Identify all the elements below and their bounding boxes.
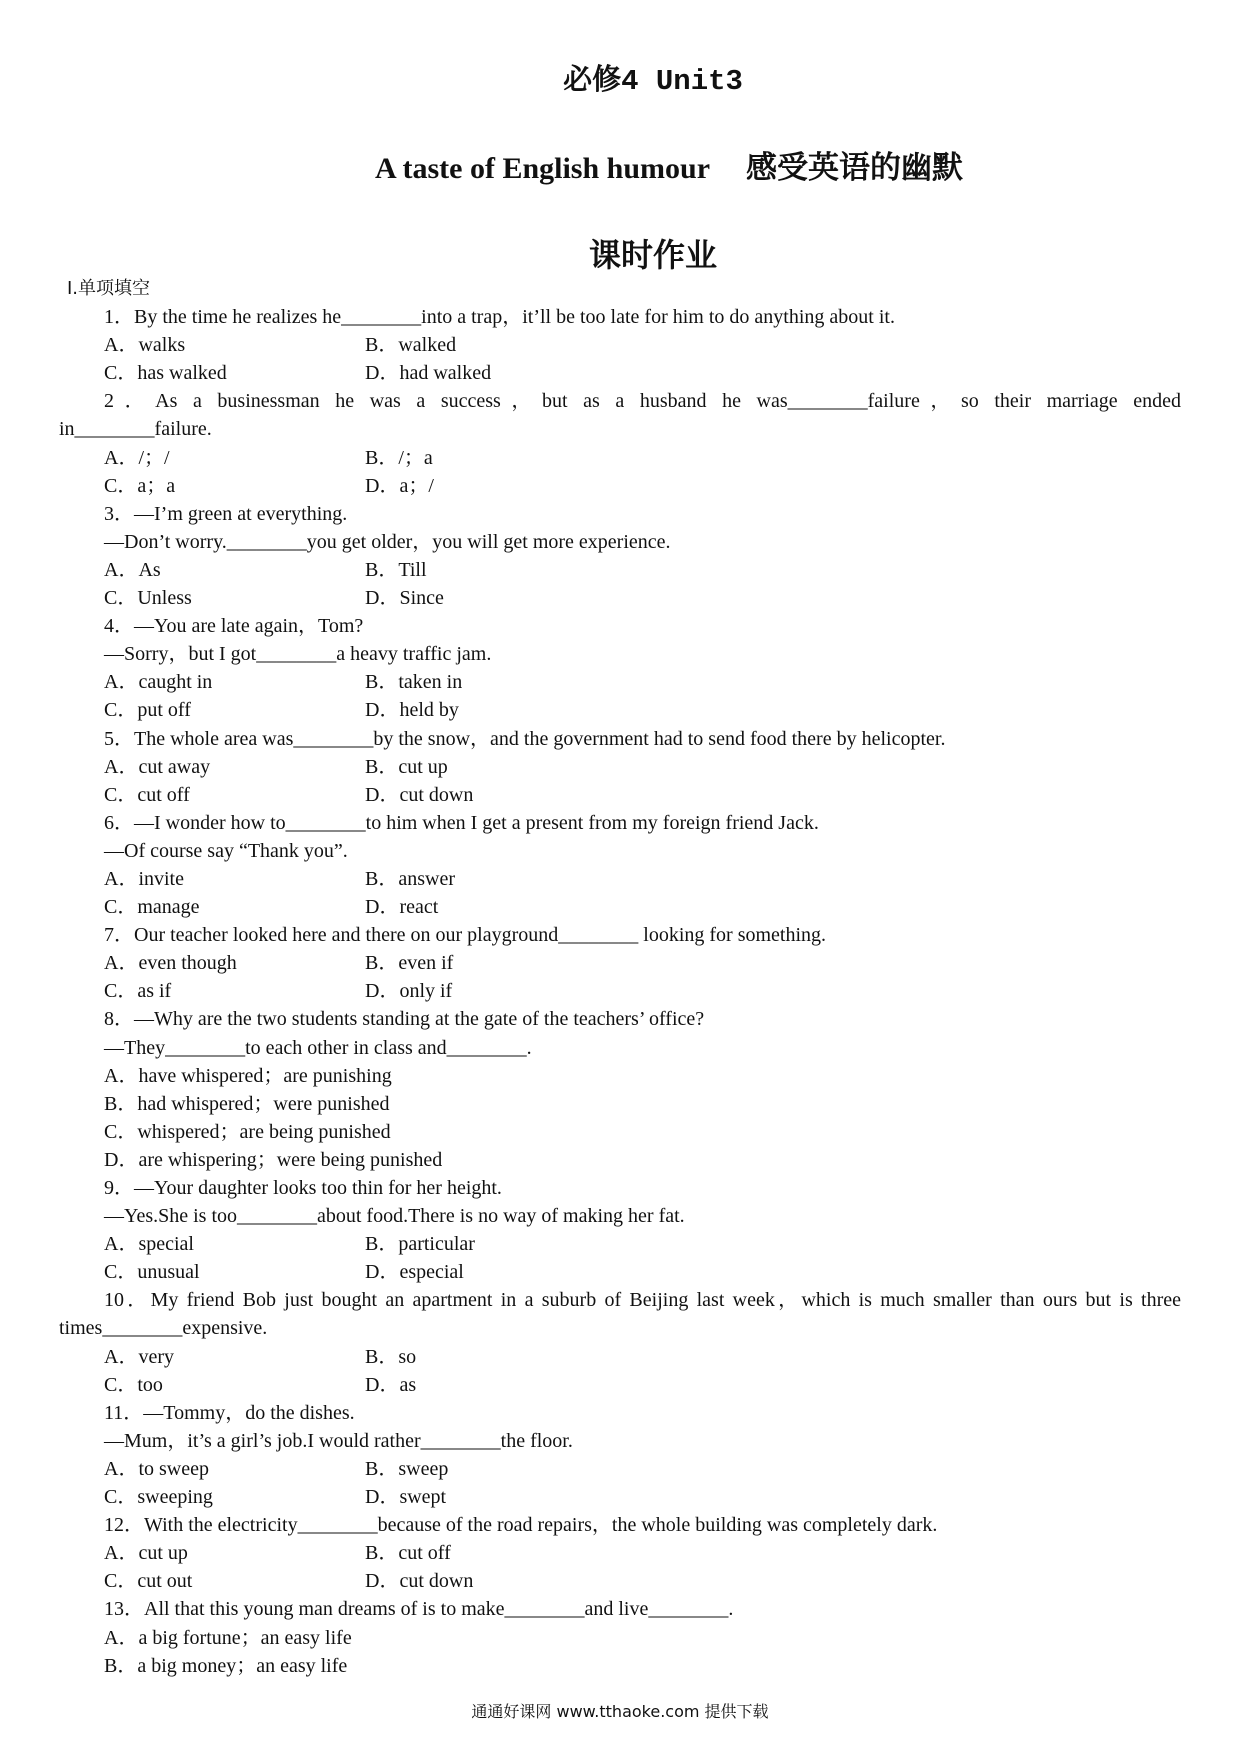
exercise-section bbox=[59, 275, 1181, 1680]
dialogue-line: —Yes.She is too________about food.There is no way of making her fat. bbox=[104, 1205, 685, 1228]
option-row bbox=[59, 1230, 1181, 1258]
option-c: C．whispered；are being punished bbox=[104, 1120, 391, 1143]
option-c: C．too bbox=[104, 1373, 163, 1396]
question-4 bbox=[59, 612, 1181, 724]
option-a: A．cut up bbox=[104, 1542, 188, 1565]
option-a: A．to sweep bbox=[104, 1457, 209, 1480]
option-row bbox=[59, 1062, 1181, 1090]
subtitle-english: A taste of English humour bbox=[374, 152, 711, 185]
option-row bbox=[59, 781, 1181, 809]
question-12 bbox=[59, 1511, 1181, 1595]
question-stem: 2．As a businessman he was a success，but as a husband he was________failure，so their marriage ended bbox=[104, 390, 1181, 413]
page-title: 必修4 Unit3 bbox=[563, 65, 743, 98]
option-row bbox=[59, 1090, 1181, 1118]
option-b: B．cut up bbox=[365, 755, 448, 778]
question-list bbox=[59, 303, 1181, 1680]
option-b: B．Till bbox=[365, 558, 427, 581]
option-row bbox=[59, 584, 1181, 612]
question-5 bbox=[59, 725, 1181, 809]
option-row bbox=[59, 696, 1181, 724]
option-d: D．especial bbox=[365, 1261, 464, 1284]
option-b: B．a big money；an easy life bbox=[104, 1654, 348, 1677]
option-row bbox=[59, 444, 1181, 472]
option-a: A．walks bbox=[104, 334, 186, 357]
footer: 通通好课网 www.tthaoke.com 提供下载 bbox=[471, 1702, 769, 1721]
question-1 bbox=[59, 303, 1181, 387]
option-d: D．react bbox=[365, 896, 439, 919]
question-stem: 6．—I wonder how to________to him when I get a present from my foreign friend Jack. bbox=[104, 811, 819, 834]
question-stem: 1．By the time he realizes he________into a trap，it’ll be too late for him to do anything about it. bbox=[104, 306, 895, 329]
option-c: C．cut off bbox=[104, 783, 190, 806]
option-a: A．a big fortune；an easy life bbox=[104, 1626, 352, 1649]
option-row bbox=[59, 668, 1181, 696]
subtitle-chinese: 感受英语的幽默 bbox=[746, 150, 964, 186]
option-row bbox=[59, 753, 1181, 781]
section-title: Ⅰ.单项填空 bbox=[67, 278, 151, 299]
option-row bbox=[59, 1455, 1181, 1483]
option-b: B．cut off bbox=[365, 1542, 451, 1565]
option-c: C．has walked bbox=[104, 362, 227, 385]
option-b: B．particular bbox=[365, 1233, 475, 1256]
question-stem: 12．With the electricity________because of the road repairs，the whole building was completely dark. bbox=[104, 1514, 938, 1537]
question-6 bbox=[59, 809, 1181, 921]
option-c: C．cut out bbox=[104, 1570, 193, 1593]
dialogue-line: —Don’t worry.________you get older，you will get more experience. bbox=[104, 530, 671, 553]
option-row bbox=[59, 1371, 1181, 1399]
option-b: B．/；a bbox=[365, 446, 433, 469]
question-7 bbox=[59, 921, 1181, 1005]
option-d: D．Since bbox=[365, 587, 444, 610]
question-stem: in________failure. bbox=[59, 418, 212, 441]
question-stem: 9．—Your daughter looks too thin for her height. bbox=[104, 1177, 502, 1199]
option-c: C．sweeping bbox=[104, 1486, 213, 1509]
question-stem: 5．The whole area was________by the snow，and the government had to send food there by helicopter. bbox=[104, 727, 946, 750]
option-row bbox=[59, 865, 1181, 893]
question-stem: 3．—I’m green at everything. bbox=[104, 502, 348, 525]
option-row bbox=[59, 359, 1181, 387]
question-13 bbox=[59, 1595, 1181, 1679]
option-a: A．invite bbox=[104, 867, 184, 890]
option-row bbox=[59, 1343, 1181, 1371]
question-11 bbox=[59, 1399, 1181, 1511]
option-a: A．very bbox=[104, 1345, 174, 1368]
option-c: C．a；a bbox=[104, 474, 176, 497]
question-stem: 4．—You are late again，Tom? bbox=[104, 615, 364, 638]
option-b: B．answer bbox=[365, 867, 455, 890]
option-d: D．a；/ bbox=[365, 474, 434, 497]
question-10 bbox=[59, 1286, 1181, 1398]
option-row bbox=[59, 1146, 1181, 1174]
option-b: B．taken in bbox=[365, 671, 463, 694]
option-b: B．had whispered；were punished bbox=[104, 1092, 390, 1115]
question-3 bbox=[59, 500, 1181, 612]
option-d: D．are whispering；were being punished bbox=[104, 1148, 443, 1171]
option-b: B．even if bbox=[365, 952, 454, 975]
option-row bbox=[59, 1483, 1181, 1511]
option-a: A．As bbox=[104, 558, 161, 581]
option-row bbox=[59, 1539, 1181, 1567]
option-row bbox=[59, 893, 1181, 921]
option-a: A．special bbox=[104, 1233, 194, 1256]
option-row bbox=[59, 472, 1181, 500]
option-d: D．held by bbox=[365, 699, 459, 722]
option-d: D．cut down bbox=[365, 783, 474, 806]
page-heading: 课时作业 bbox=[588, 236, 717, 274]
option-c: C．Unless bbox=[104, 587, 192, 610]
option-a: A．caught in bbox=[104, 671, 213, 694]
question-8 bbox=[59, 1005, 1181, 1174]
option-row bbox=[59, 1652, 1181, 1680]
option-d: D．swept bbox=[365, 1486, 447, 1509]
option-a: A．cut away bbox=[104, 755, 211, 778]
dialogue-line: —They________to each other in class and________. bbox=[104, 1036, 532, 1059]
question-stem: 10．My friend Bob just bought an apartment in a suburb of Beijing last week，which is much smaller than ours but is three bbox=[104, 1289, 1181, 1312]
question-stem: 13．All that this young man dreams of is to make________and live________. bbox=[104, 1598, 734, 1621]
option-row bbox=[59, 1118, 1181, 1146]
option-c: C．as if bbox=[104, 980, 172, 1003]
option-d: D．had walked bbox=[365, 362, 492, 385]
option-row bbox=[59, 1567, 1181, 1595]
option-row bbox=[59, 977, 1181, 1005]
dialogue-line: —Mum，it’s a girl’s job.I would rather________the floor. bbox=[104, 1429, 573, 1452]
question-stem: 8．—Why are the two students standing at the gate of the teachers’ office? bbox=[104, 1008, 705, 1031]
page-subtitle bbox=[98, 148, 1240, 188]
option-c: C．manage bbox=[104, 896, 200, 919]
option-d: D．only if bbox=[365, 980, 453, 1003]
question-2 bbox=[59, 387, 1181, 499]
option-row bbox=[59, 556, 1181, 584]
option-d: D．as bbox=[365, 1373, 417, 1396]
option-a: A．even though bbox=[104, 952, 237, 975]
question-stem: 11．—Tommy，do the dishes. bbox=[104, 1401, 355, 1424]
dialogue-line: —Sorry，but I got________a heavy traffic jam. bbox=[104, 643, 492, 666]
option-row bbox=[59, 331, 1181, 359]
option-c: C．unusual bbox=[104, 1261, 200, 1284]
option-b: B．sweep bbox=[365, 1457, 449, 1480]
option-b: B．so bbox=[365, 1345, 417, 1368]
dialogue-line: —Of course say “Thank you”. bbox=[104, 839, 348, 862]
option-c: C．put off bbox=[104, 699, 191, 722]
question-stem: times________expensive. bbox=[59, 1317, 268, 1340]
option-row bbox=[59, 1258, 1181, 1286]
option-d: D．cut down bbox=[365, 1570, 474, 1593]
question-9 bbox=[59, 1174, 1181, 1286]
option-row bbox=[59, 1624, 1181, 1652]
option-b: B．walked bbox=[365, 334, 457, 357]
option-a: A．have whispered；are punishing bbox=[104, 1064, 392, 1087]
question-stem: 7．Our teacher looked here and there on our playground________ looking for something. bbox=[104, 924, 827, 947]
option-a: A．/；/ bbox=[104, 446, 170, 469]
option-row bbox=[59, 949, 1181, 977]
